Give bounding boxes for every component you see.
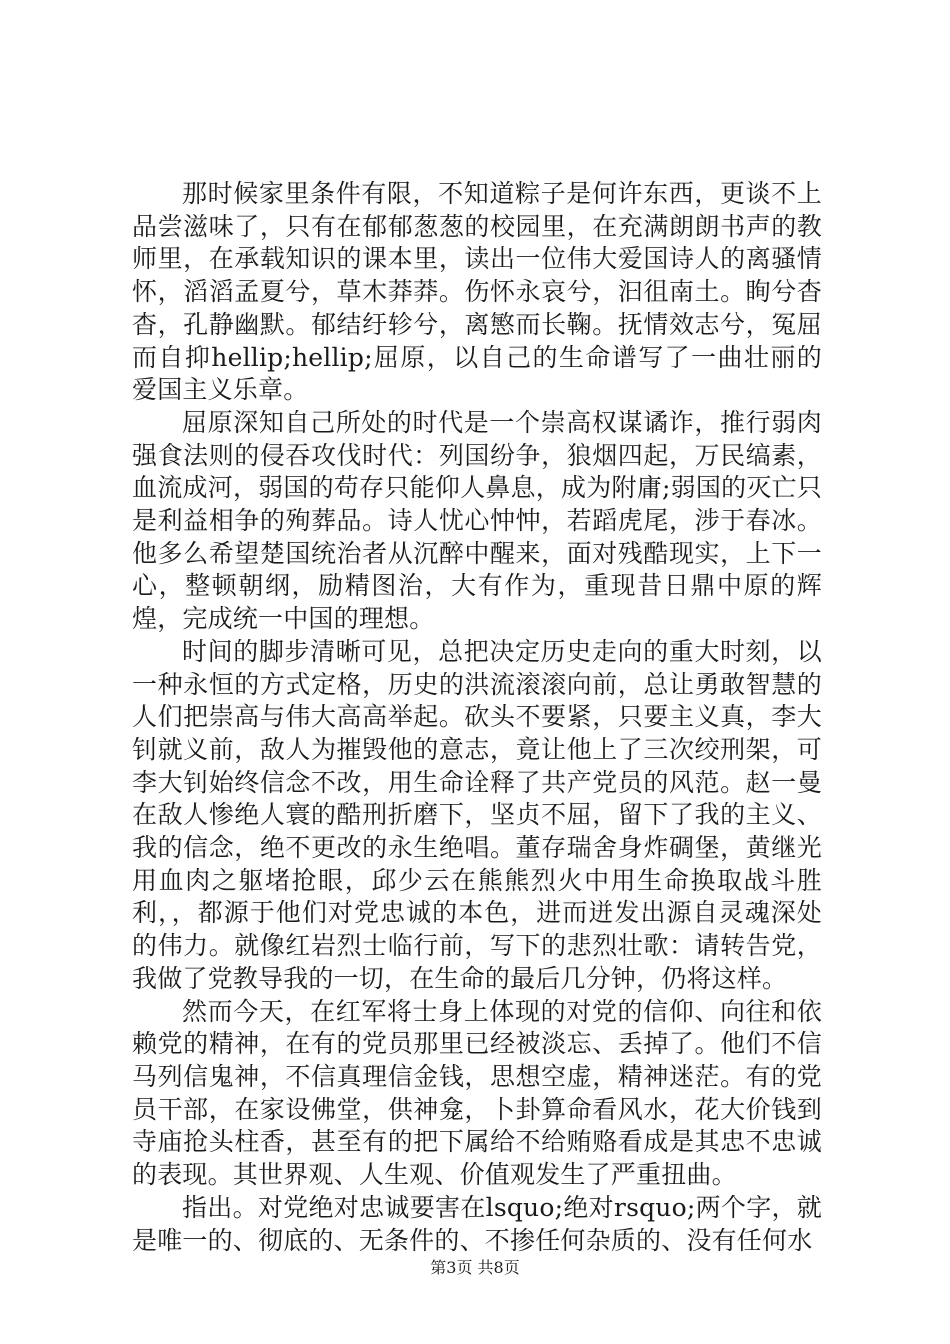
paragraph: 那时候家里条件有限，不知道粽子是何许东西，更谈不上品尝滋味了，只有在郁郁葱葱的校园里，在充满朗朗书声的教师里，在承载知识的课本里，读出一位伟大爱国诗人的离骚情怀，滔滔孟夏兮，草木莽莽。伤怀永哀兮，汩徂南土。眴兮杳杳，孔静幽默。郁结纡轸兮，离慜而长鞠。抚情效志兮，冤屈而自抑hellip;hellip;屈原，以自己的生命谱写了一曲壮丽的爱国主义乐章。 <box>132 179 822 405</box>
paragraph: 然而今天，在红军将士身上体现的对党的信仰、向往和依赖党的精神，在有的党员那里已经被淡忘、丢掉了。他们不信马列信鬼神，不信真理信金钱，思想空虚，精神迷茫。有的党员干部，在家设佛堂，供神龛，卜卦算命看风水，花大价钱到寺庙抢头柱香，甚至有的把下属给不给贿赂看成是其忠不忠诚的表现。其世界观、人生观、价值观发生了严重扭曲。 <box>132 996 822 1190</box>
paragraph: 时间的脚步清晰可见，总把决定历史走向的重大时刻，以一种永恒的方式定格，历史的洪流滚滚向前，总让勇敢智慧的人们把崇高与伟大高高举起。砍头不要紧，只要主义真，李大钊就义前，敌人为摧毁他的意志，竟让他上了三次绞刑架，可李大钊始终信念不改，用生命诠释了共产党员的风范。赵一曼在敌人惨绝人寰的酷刑折磨下，坚贞不屈，留下了我的主义、我的信念，绝不更改的永生绝唱。董存瑞舍身炸碉堡，黄继光用血肉之躯堵抢眼，邱少云在熊熊烈火中用生命换取战斗胜利，，都源于他们对党忠诚的本色，进而迸发出源自灵魂深处的伟力。就像红岩烈士临行前，写下的悲烈壮歌：请转告党，我做了党教导我的一切，在生命的最后几分钟，仍将这样。 <box>132 636 822 993</box>
page-number-footer: 第3页 共8页 <box>430 1258 520 1277</box>
paragraph: 屈原深知自己所处的时代是一个崇高权谋谲诈，推行弱肉强食法则的侵吞攻伐时代：列国纷争，狼烟四起，万民缟素，血流成河，弱国的苟存只能仰人鼻息，成为附庸;弱国的灭亡只是利益相争的殉葬品。诗人忧心忡忡，若蹈虎尾，涉于春冰。他多么希望楚国统治者从沉醉中醒来，面对残酷现实，上下一心，整顿朝纲，励精图治，大有作为，重现昔日鼎中原的辉煌，完成统一中国的理想。 <box>132 407 822 634</box>
document-body <box>132 178 822 1257</box>
paragraph: 指出。对党绝对忠诚要害在lsquo;绝对rsquo;两个字，就是唯一的、彻底的、无条件的、不掺任何杂质的、没有任何水 <box>132 1192 822 1255</box>
